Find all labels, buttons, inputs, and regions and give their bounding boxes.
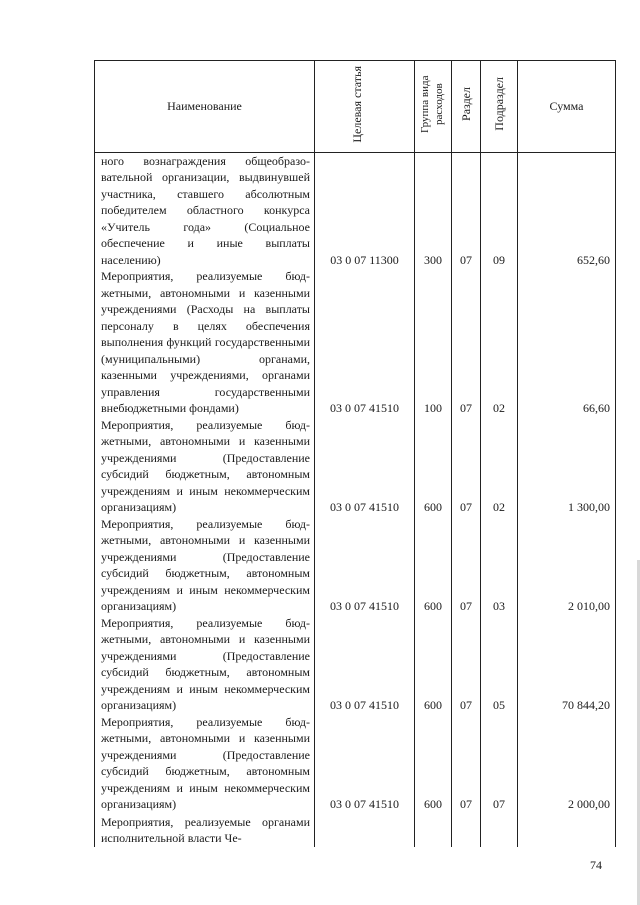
row-group: 100 — [415, 268, 452, 417]
header-target-article: Целевая статья — [315, 61, 415, 153]
row-group: 600 — [415, 516, 452, 615]
table-row — [95, 516, 616, 615]
row-target: 03 0 07 41510 — [315, 268, 415, 417]
row-section: 07 — [452, 615, 481, 714]
row-name: Мероприятия, реализуемые бюджетными, автономными и казенными учреждениями (Предоставление субсидий бюджетным, автономным учреждениям и иным некоммерческим организациям) — [95, 516, 315, 615]
row-group: 600 — [415, 615, 452, 714]
row-amount: 2 010,00 — [518, 516, 616, 615]
row-amount: 2 000,00 — [518, 714, 616, 813]
row-section: 07 — [452, 152, 481, 268]
table-row — [95, 615, 616, 714]
budget-table — [94, 60, 616, 847]
row-amount: 66,60 — [518, 268, 616, 417]
row-section: 07 — [452, 417, 481, 516]
row-section — [452, 813, 481, 847]
row-subsection: 02 — [481, 417, 518, 516]
row-target: 03 0 07 41510 — [315, 417, 415, 516]
row-group: 300 — [415, 152, 452, 268]
row-group — [415, 813, 452, 847]
row-name: Мероприятия, реализуемые бюджетными, автономными и казенными учреждениями (Расходы на выплаты персоналу в целях обеспечения выполнения функций государственными (муниципальными) органами, казенными учреждениями, органами управления государственными внебюджетными фондами) — [95, 268, 315, 417]
row-subsection — [481, 813, 518, 847]
table-row — [95, 152, 616, 268]
header-section: Раздел — [452, 61, 481, 153]
page-number: 74 — [590, 858, 602, 872]
row-target: 03 0 07 41510 — [315, 516, 415, 615]
row-group: 600 — [415, 417, 452, 516]
table-row — [95, 813, 616, 847]
row-subsection: 03 — [481, 516, 518, 615]
row-amount: 652,60 — [518, 152, 616, 268]
row-subsection: 09 — [481, 152, 518, 268]
row-subsection: 02 — [481, 268, 518, 417]
row-name: Мероприятия, реализуемые бюджетными, автономными и казенными учреждениями (Предоставление субсидий бюджетным, автономным учреждениям и иным некоммерческим организациям) — [95, 417, 315, 516]
header-amount: Сумма — [518, 61, 616, 153]
row-subsection: 07 — [481, 714, 518, 813]
header-expense-group: Группа вида расходов — [415, 61, 452, 153]
row-section: 07 — [452, 714, 481, 813]
row-target — [315, 813, 415, 847]
row-amount — [518, 813, 616, 847]
row-name: Мероприятия, реализуемые бюджетными, автономными и казенными учреждениями (Предоставление субсидий бюджетным, автономным учреждениям и иным некоммерческим организациям) — [95, 714, 315, 813]
row-name: ного вознаграждения общеобразовательной организации, выдвинувшей участника, ставшего абсолютным победителем областного конкурса «Учитель года» (Социальное обеспечение и иные выплаты населению) — [95, 152, 315, 268]
table-row — [95, 268, 616, 417]
row-name: Мероприятия, реализуемые органами исполнительной власти Че- — [95, 813, 315, 847]
table-header-row — [95, 61, 616, 153]
row-amount: 1 300,00 — [518, 417, 616, 516]
table-row — [95, 714, 616, 813]
row-name: Мероприятия, реализуемые бюджетными, автономными и казенными учреждениями (Предоставление субсидий бюджетным, автономным учреждениям и иным некоммерческим организациям) — [95, 615, 315, 714]
row-group: 600 — [415, 714, 452, 813]
row-subsection: 05 — [481, 615, 518, 714]
table-row — [95, 417, 616, 516]
row-amount: 70 844,20 — [518, 615, 616, 714]
header-subsection: Подраздел — [481, 61, 518, 153]
row-target: 03 0 07 41510 — [315, 714, 415, 813]
header-name: Наименование — [95, 61, 315, 153]
row-section: 07 — [452, 516, 481, 615]
row-target: 03 0 07 41510 — [315, 615, 415, 714]
row-target: 03 0 07 11300 — [315, 152, 415, 268]
row-section: 07 — [452, 268, 481, 417]
